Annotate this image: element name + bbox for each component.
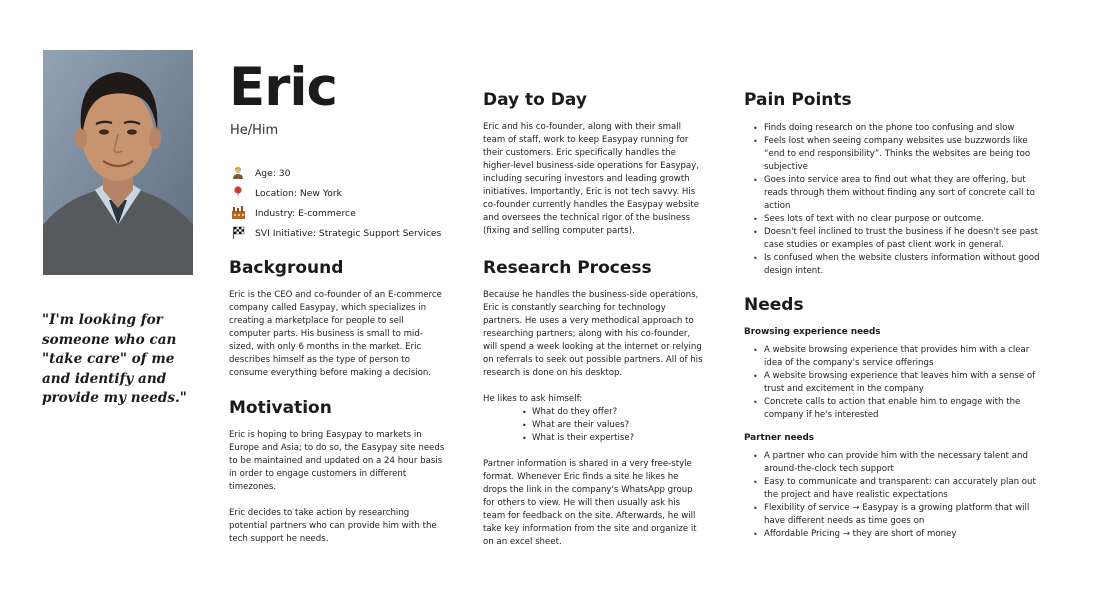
partner-needs-heading: Partner needs — [744, 433, 815, 443]
motivation-heading: Motivation — [229, 398, 332, 418]
location-pin-icon — [231, 186, 245, 200]
fact-industry — [231, 203, 441, 223]
checkered-flag-icon — [231, 226, 245, 240]
research-questions — [483, 406, 705, 445]
research-heading: Research Process — [483, 258, 652, 278]
list-item: • Sees lots of text with no clear purpose or outcome. — [744, 213, 1044, 226]
portrait-illustration — [43, 50, 193, 275]
background-text: Eric is the CEO and co-founder of an E-commerce company called Easypay, which specializes in creating a marketplace for people to sell computer parts. His business is small to mid-sized, with only 6 months in the market. Eric describes himself as the type of person to consume everything before making a decision. — [229, 290, 442, 378]
persona-quote: "I'm looking for someone who can "take care" of me and identify and provide my needs." — [42, 312, 187, 406]
research-text-2: Partner information is shared in a very free-style format. Whenever Eric finds a site he likes he drops the link in the company's WhatsApp group for others to view. He will then usually ask his team for feedback on the site. Afterwards, he will take key information from the site and organize it on an excel sheet. — [483, 459, 697, 547]
person-icon — [231, 166, 245, 180]
fact-location-text: Location: New York — [255, 187, 342, 199]
day-to-day-text: Eric and his co-founder, along with their small team of staff, work to keep Easypay running for their customers. Eric specifically handles the higher-level business-side operations for Easypay, including securing investors and leading growth initiatives. Importantly, Eric is not tech savvy. His co-founder currently handles the Easypay website and oversees the technical rigor of the business (fixing and selling computer parts). — [483, 122, 700, 236]
motivation-section — [229, 398, 445, 546]
research-section — [483, 258, 705, 549]
persona-pronouns: He/Him — [230, 123, 279, 138]
list-item: • Finds doing research on the phone too confusing and slow — [744, 122, 1044, 135]
list-item: • Doesn't feel inclined to trust the business if he doesn't see past case studies or examples of past client work in general. — [744, 226, 1044, 252]
pain-points-heading: Pain Points — [744, 90, 852, 110]
partner-needs-list — [744, 450, 1044, 541]
pain-points-section — [744, 90, 1044, 278]
list-item: • What do they offer? — [483, 406, 705, 419]
motivation-text-1: Eric is hoping to bring Easypay to markets in Europe and Asia; to do so, the Easypay site needs to be maintained and updated on a 24 hour basis in order to engage customers in different timezones. — [229, 430, 445, 492]
list-item: • A website browsing experience that leaves him with a sense of trust and excitement in the company — [744, 370, 1044, 396]
list-item: • Easy to communicate and transparent: can accurately plan out the project and have realistic expectations — [744, 476, 1044, 502]
fact-svi — [231, 223, 441, 243]
fact-svi-text: SVI Initiative: Strategic Support Services — [255, 227, 442, 239]
list-item: • What is their expertise? — [483, 432, 705, 445]
research-text-1: Because he handles the business-side operations, Eric is constantly searching for technology partners. He uses a very methodical approach to researching partners; along with his co-founder, will spend a week looking at the internet or relying on referrals to seek out possible partners. All of his research is done on his desktop. — [483, 290, 703, 378]
list-item: • A website browsing experience that provides him with a clear idea of the company's service offerings — [744, 344, 1044, 370]
fact-industry-text: Industry: E-commerce — [255, 207, 356, 219]
list-item: • A partner who can provide him with the necessary talent and around-the-clock tech support — [744, 450, 1044, 476]
day-to-day-heading: Day to Day — [483, 90, 587, 110]
fact-age-text: Age: 30 — [255, 167, 291, 179]
fact-age — [231, 163, 441, 183]
day-to-day-section — [483, 90, 703, 238]
needs-section — [744, 295, 1044, 541]
background-heading: Background — [229, 258, 344, 278]
list-item: • What are their values? — [483, 419, 705, 432]
list-item: • Affordable Pricing → they are short of money — [744, 528, 1044, 541]
list-item: • Feels lost when seeing company websites use buzzwords like “end to end responsibility”. Thinks the websites are being too subjective — [744, 135, 1044, 174]
browsing-needs-heading: Browsing experience needs — [744, 327, 881, 337]
browsing-needs-list — [744, 344, 1044, 422]
needs-heading: Needs — [744, 295, 804, 315]
research-ask-intro: He likes to ask himself: — [483, 394, 583, 404]
fact-location — [231, 183, 441, 203]
background-section — [229, 258, 445, 380]
motivation-text-2: Eric decides to take action by researching potential partners who can provide him with the tech support he needs. — [229, 508, 437, 544]
factory-icon — [231, 206, 245, 220]
persona-name: Eric — [229, 57, 337, 118]
list-item: • Is confused when the website clusters information without good design intent. — [744, 252, 1044, 278]
list-item: • Flexibility of service → Easypay is a growing platform that will have different needs as time goes on — [744, 502, 1044, 528]
persona-photo — [43, 50, 193, 275]
persona-facts — [231, 163, 441, 243]
pain-points-list — [744, 122, 1044, 278]
list-item: • Goes into service area to find out what they are offering, but reads through them without finding any sort of concrete call to action — [744, 174, 1044, 213]
list-item: • Concrete calls to action that enable him to engage with the company if he's interested — [744, 396, 1044, 422]
